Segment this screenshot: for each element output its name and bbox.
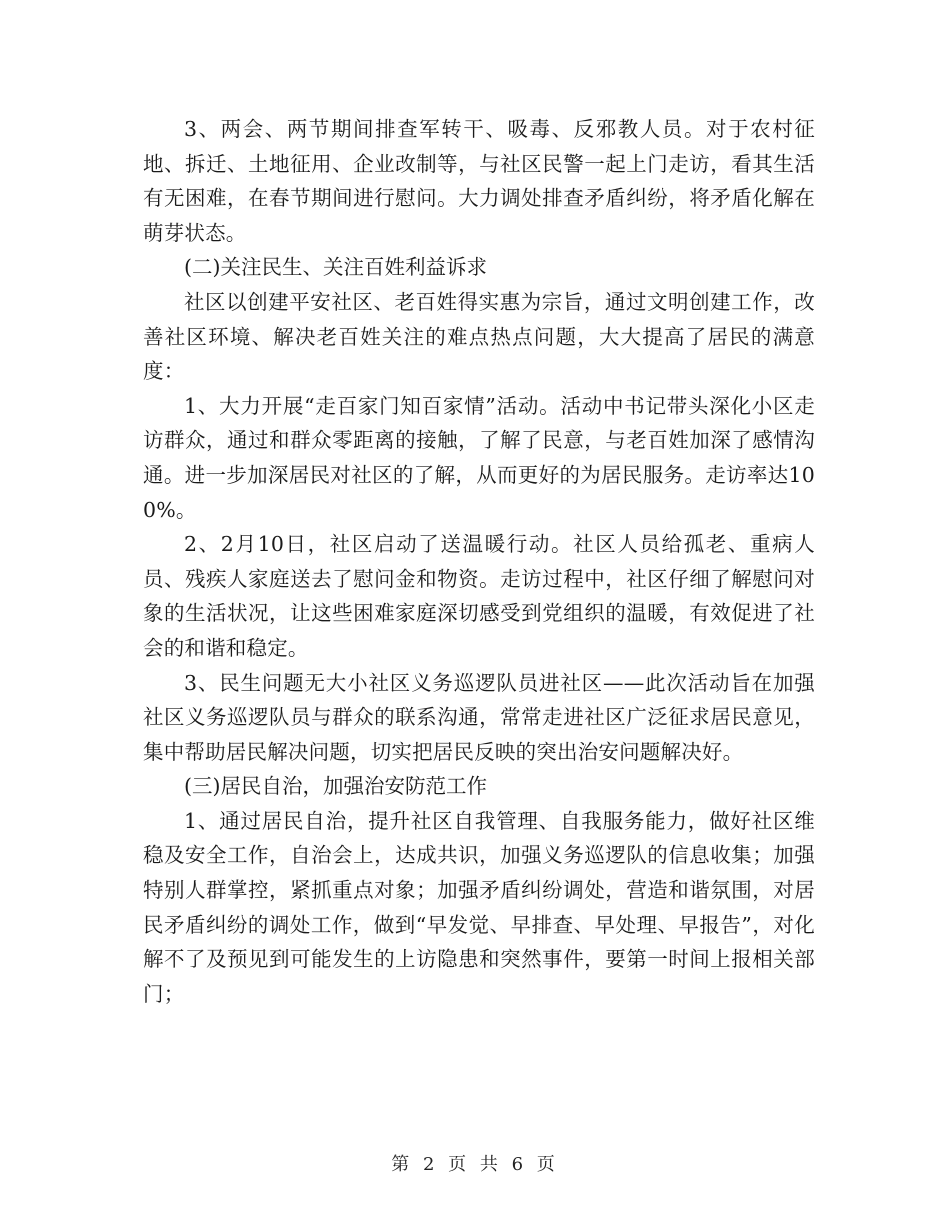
paragraph-item-3-mediation: 3、两会、两节期间排查军转干、吸毒、反邪教人员。对于农村征地、拆迁、土地征用、企业改制等，与社区民警一起上门走访，看其生活有无困难，在春节期间进行慰问。大力调处排查矛盾纠纷，将矛盾化解在萌芽状态。 xyxy=(143,117,815,245)
paragraph-section-2-intro: 社区以创建平安社区、老百姓得实惠为宗旨，通过文明创建工作，改善社区环境、解决老百姓关注的难点热点问题，大大提高了居民的满意度： xyxy=(143,289,815,384)
section-heading-2: (二)关注民生、关注百姓利益诉求 xyxy=(184,255,487,280)
paragraph-item-1-self-governance: 1、通过居民自治，提升社区自我管理、自我服务能力，做好社区维稳及安全工作，自治会上，达成共识，加强义务巡逻队的信息收集；加强特别人群掌控，紧抓重点对象；加强矛盾纠纷调处，营造和谐氛围，对居民矛盾纠纷的调处工作，做到“早发觉、早排查、早处理、早报告”，对化解不了及预见到可能发生的上访隐患和突然事件，要第一时间上报相关部门； xyxy=(143,808,815,1006)
section-heading-3: (三)居民自治，加强治安防范工作 xyxy=(184,774,487,799)
document-body xyxy=(143,112,815,1011)
paragraph-item-3-patrol: 3、民生问题无大小社区义务巡逻队员进社区——此次活动旨在加强社区义务巡逻队员与群众的联系沟通，常常走进社区广泛征求居民意见，集中帮助居民解决问题，切实把居民反映的突出治安问题解决好。 xyxy=(143,670,815,764)
paragraph-item-1-visits: 1、大力开展“走百家门知百家情”活动。活动中书记带头深化小区走访群众，通过和群众零距离的接触，了解了民意，与老百姓加深了感情沟通。进一步加深居民对社区的了解，从而更好的为居民服务。走访率达100%。 xyxy=(143,393,815,522)
paragraph-item-2-warmth: 2、2月10日，社区启动了送温暖行动。社区人员给孤老、重病人员、残疾人家庭送去了慰问金和物资。走访过程中，社区仔细了解慰问对象的生活状况，让这些困难家庭深切感受到党组织的温暖，有效促进了社会的和谐和稳定。 xyxy=(143,532,815,660)
page-number-footer: 第 2 页 共 6 页 xyxy=(391,1154,559,1175)
